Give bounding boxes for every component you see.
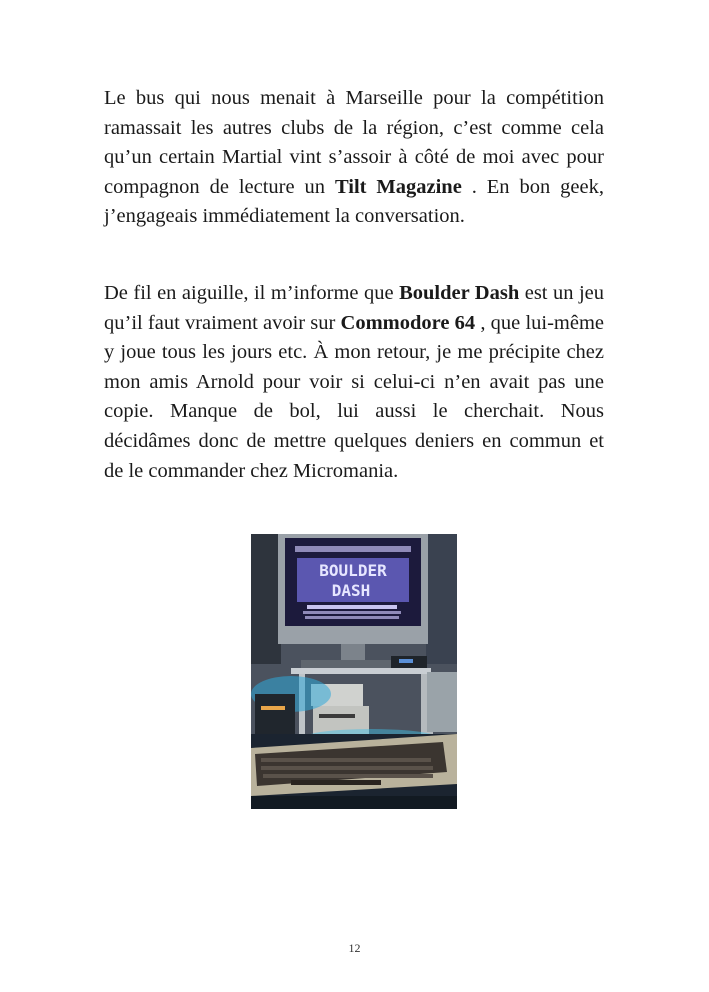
computer-name: Commodore 64 [340,311,476,334]
photo-commodore-setup [251,534,457,809]
paragraph-1-text-a: Le bus qui nous menait à Marseille pour la compétition ramassait les autres clubs de la région, c’est comme cela qu’un certain Martial vint s’assoir à côté de moi avec pour compagnon de lecture un [104,87,604,198]
screen-title-line2: DASH [331,581,371,600]
game-name: Boulder Dash [399,282,520,304]
magazine-name: Tilt Magazine [334,175,462,198]
photo-illustration [251,534,457,809]
shelf [291,668,431,674]
paragraph-2-text-b: est un jeu qu’il faut vraiment avoir sur [104,282,604,334]
paragraph-2 [104,279,604,486]
paragraph-2-text-c: , que lui-même y joue tous les jours etc. À mon retour, je me précipite chez mon amis Arnold pour voir si celui-ci n’en avait pas une copie. Manque de bol, lui aussi le cherchait. Nous décidâmes donc de mettre quelques deniers en commun et de le commander chez Micromania. [104,311,604,482]
page-number: 12 [348,941,361,955]
paragraph-1 [104,84,604,232]
screen-title-line1: BOULDER [319,561,387,580]
paragraph-2-text-a: De fil en aiguille, il m’informe que [104,282,400,304]
paragraph-1-text-b: . En bon geek, j’engageais immédiatement la conversation. [104,175,604,228]
